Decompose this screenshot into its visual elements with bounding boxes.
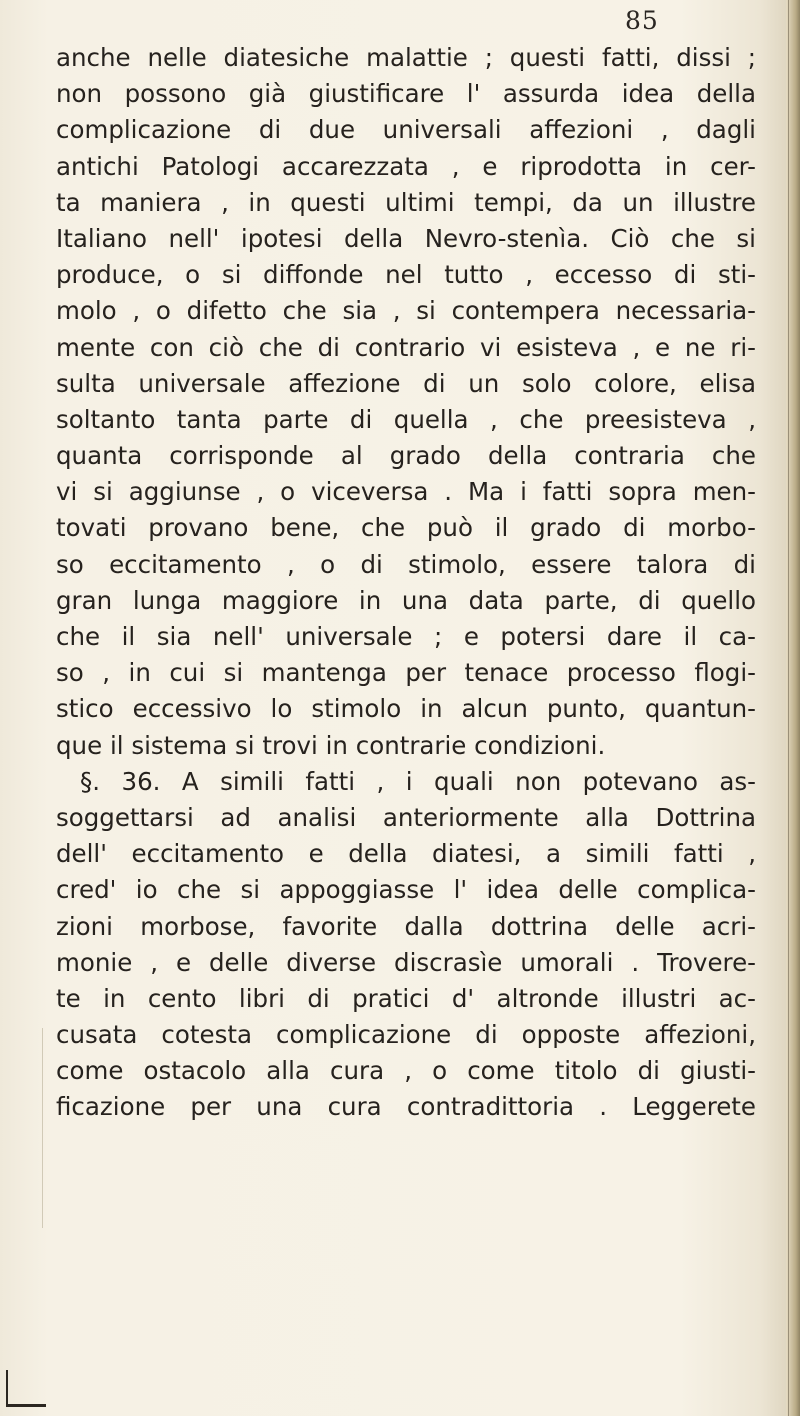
text-line: §. 36. A simili fatti , i quali non potevano as-: [80, 766, 756, 796]
text-line: sulta universale affezione di un solo colore, elisa: [56, 368, 756, 398]
corner-mark: [6, 1404, 46, 1407]
page-edge: [786, 0, 800, 1416]
text-line: mente con ciò che di contrario vi esisteva , e ne ri-: [56, 332, 756, 362]
text-line: vi si aggiunse , o viceversa . Ma i fatti sopra men-: [56, 477, 756, 507]
text-line: ta maniera , in questi ultimi tempi, da un illustre: [56, 187, 756, 217]
text-line: so , in cui si mantenga per tenace processo flogi-: [56, 658, 756, 688]
text-line: tovati provano bene, che può il grado di morbo-: [56, 513, 756, 543]
text-line: te in cento libri di pratici d' altronde illustri ac-: [56, 983, 756, 1013]
text-line: cred' io che si appoggiasse l' idea delle complica-: [56, 875, 756, 905]
text-line: monie , e delle diverse discrasìe umorali . Trovere-: [56, 947, 756, 977]
text-line: produce, o si diffonde nel tutto , eccesso di sti-: [56, 260, 756, 290]
text-line: come ostacolo alla cura , o come titolo di giusti-: [56, 1056, 756, 1086]
margin-shadow: [42, 1028, 43, 1228]
text-line: soltanto tanta parte di quella , che preesisteva ,: [56, 404, 756, 434]
text-line: che il sia nell' universale ; e potersi dare il ca-: [56, 622, 756, 651]
text-line: gran lunga maggiore in una data parte, di quello: [56, 585, 756, 615]
text-line: ficazione per una cura contradittoria . Leggerete: [56, 1092, 756, 1122]
text-line: anche nelle diatesiche malattie ; questi fatti, dissi ;: [56, 43, 756, 72]
text-line: non possono già giustificare l' assurda idea della: [56, 79, 756, 109]
text-line: molo , o difetto che sia , si contempera necessaria-: [56, 296, 756, 326]
text-line: dell' eccitamento e della diatesi, a simili fatti ,: [56, 839, 756, 869]
text-line: zioni morbose, favorite dalla dottrina delle acri-: [56, 911, 756, 941]
text-line: quanta corrisponde al grado della contraria che: [56, 441, 756, 471]
text-line: Italiano nell' ipotesi della Nevro-stenìa. Ciò che si: [56, 223, 756, 253]
text-line: stico eccessivo lo stimolo in alcun punto, quantun-: [56, 694, 756, 724]
text-line: que il sistema si trovi in contrarie condizioni.: [56, 730, 606, 760]
text-line: soggettarsi ad analisi anteriormente alla Dottrina: [56, 802, 756, 832]
text-line: antichi Patologi accarezzata , e riprodotta in cer-: [56, 151, 756, 181]
text-line: so eccitamento , o di stimolo, essere talora di: [56, 549, 756, 579]
corner-mark: [6, 1370, 8, 1407]
text-line: complicazione di due universali affezioni , dagli: [56, 115, 756, 145]
body-text: [56, 40, 756, 1126]
text-line: cusata cotesta complicazione di opposte affezioni,: [56, 1020, 756, 1050]
page-number: 85: [625, 6, 659, 35]
